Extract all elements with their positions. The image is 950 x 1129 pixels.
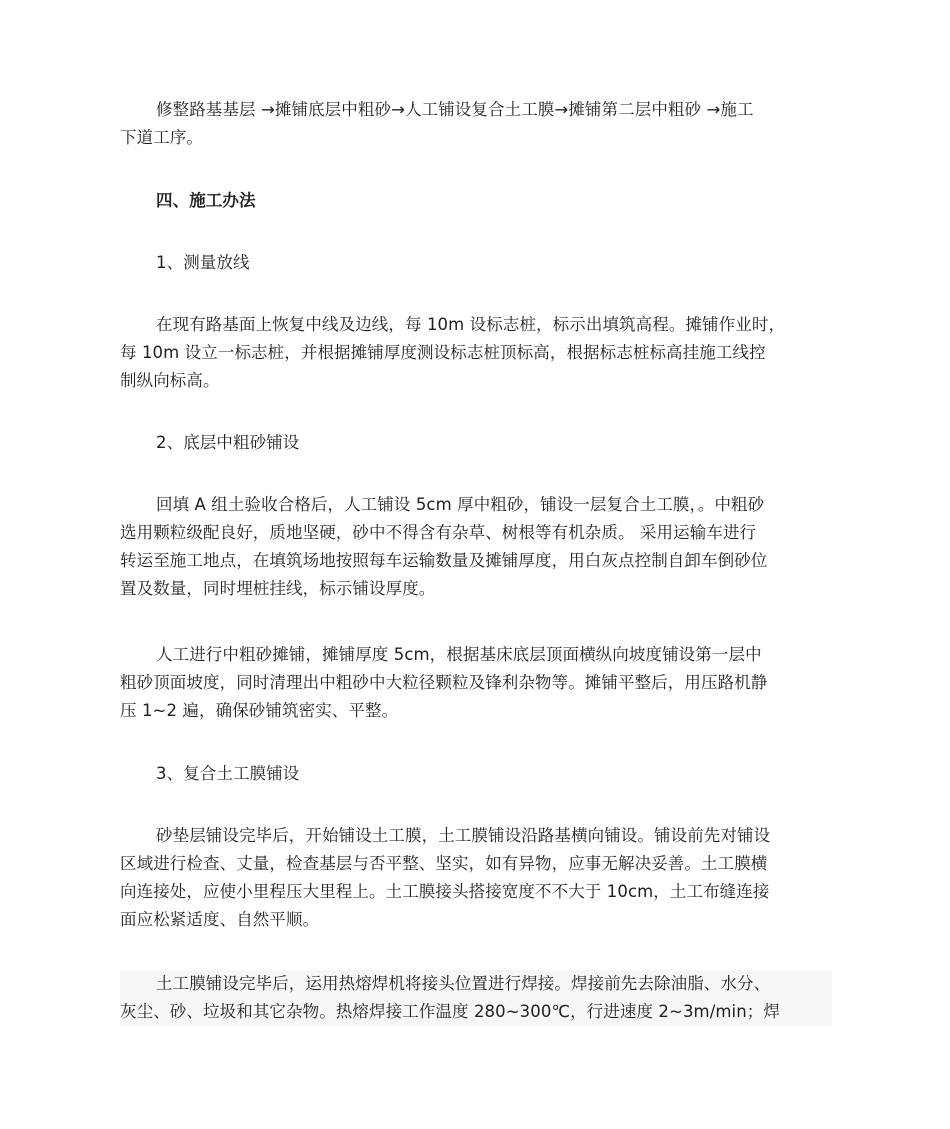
text-line: 制纵向标高。 [120, 371, 220, 390]
subheading-text: 3、复合土工膜铺设 [156, 764, 300, 783]
subheading-geomembrane [120, 760, 832, 788]
text-line: 区域进行检查、丈量，检查基层与否平整、坚实，如有异物，应事无解决妥善。土工膜横 [120, 854, 768, 873]
subheading-survey [120, 249, 832, 277]
text-line: 粗砂顶面坡度，同时清理出中粗砂中大粒径颗粒及锋利杂物等。摊铺平整后，用压路机静 [120, 673, 768, 692]
bottom-sand-paragraph [120, 491, 832, 603]
subheading-text: 2、底层中粗砂铺设 [156, 433, 300, 452]
heading-text: 四、施工办法 [156, 191, 256, 210]
text-line: 下道工序。 [120, 128, 203, 147]
text-line: 转运至施工地点，在填筑场地按照每车运输数量及摊铺厚度，用白灰点控制自卸车倒砂位 [120, 551, 768, 570]
text-line: 回填 A 组土验收合格后，人工铺设 5cm 厚中粗砂，铺设一层复合土工膜，。中粗砂 [156, 495, 765, 514]
geomembrane-paragraph [120, 822, 832, 934]
subheading-text: 1、测量放线 [156, 253, 250, 272]
section-heading [120, 187, 832, 215]
process-flow-paragraph [120, 96, 832, 152]
text-line: 向连接处，应使小里程压大里程上。土工膜接头搭接宽度不不大于 10cm，土工布缝连接 [120, 882, 770, 901]
text-line: 压 1~2 遍，确保砂铺筑密实、平整。 [120, 701, 399, 720]
text-line: 面应松紧适度、自然平顺。 [120, 910, 320, 929]
subheading-bottom-sand [120, 429, 832, 457]
survey-paragraph [120, 311, 832, 395]
text-line: 选用颗粒级配良好，质地坚硬，砂中不得含有杂草、树根等有机杂质。 采用运输车进行 [120, 523, 757, 542]
text-line: 灰尘、砂、垃圾和其它杂物。热熔焊接工作温度 280~300℃，行进速度 2~3m/min；焊 [120, 1002, 780, 1021]
text-line: 砂垫层铺设完毕后，开始铺设土工膜，土工膜铺设沿路基横向铺设。铺设前先对铺设 [156, 826, 771, 845]
text-line: 土工膜铺设完毕后，运用热熔焊机将接头位置进行焊接。焊接前先去除油脂、水分、 [156, 974, 771, 993]
text-line: 每 10m 设立一标志桩，并根据摊铺厚度测设标志桩顶标高，根据标志桩标高挂施工线控 [120, 343, 766, 362]
text-line: 在现有路基面上恢复中线及边线，每 10m 设标志桩，标示出填筑高程。摊铺作业时， [156, 315, 786, 334]
welding-paragraph [120, 970, 832, 1026]
text-line: 置及数量，同时埋桩挂线，标示铺设厚度。 [120, 579, 436, 598]
text-line: 修整路基基层 →摊铺底层中粗砂→人工铺设复合土工膜→摊铺第二层中粗砂 →施工 [156, 100, 754, 119]
text-line: 人工进行中粗砂摊铺，摊铺厚度 5cm，根据基床底层顶面横纵向坡度铺设第一层中 [156, 645, 762, 664]
sand-spreading-paragraph [120, 641, 832, 725]
